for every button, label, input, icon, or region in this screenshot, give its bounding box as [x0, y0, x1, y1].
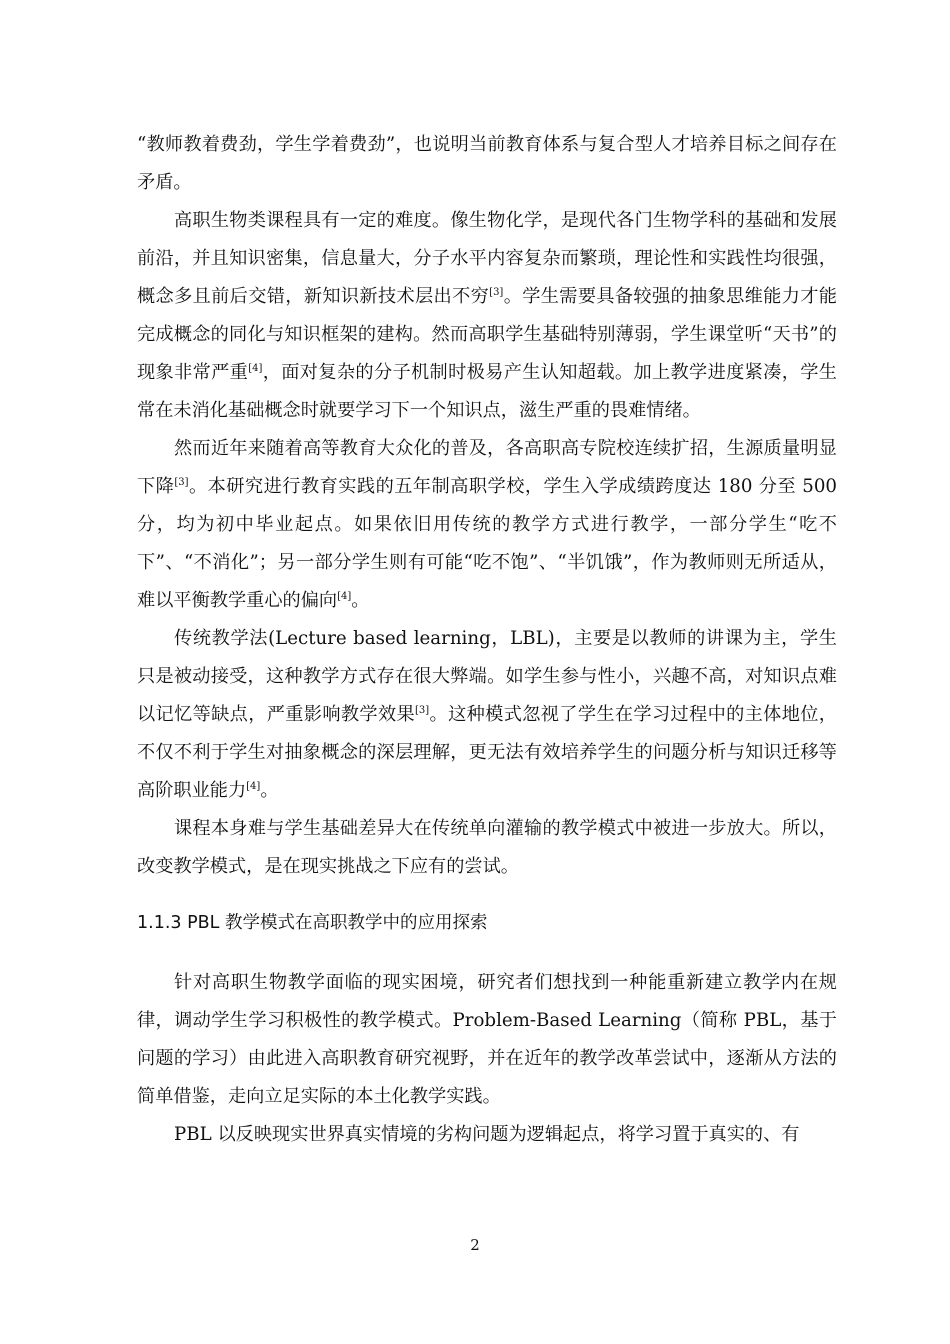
- section-heading: 1.1.3 PBL 教学模式在高职教学中的应用探索: [137, 913, 488, 933]
- paragraph-text: 然而近年来随着高等教育大众化的普及，各高职高专院校连续扩招，生源质量明显下降: [137, 438, 837, 497]
- paragraph-text: 。学生需要具备较强的抽象思维能力才能完成概念的同化与知识框架的建构。然而高职学生基础特别薄弱，学生课堂听“天书”的现象非常严重: [137, 286, 837, 383]
- citation-marker: [3]: [415, 705, 430, 716]
- citation-marker: [4]: [248, 363, 263, 374]
- paragraph-text: 。这种模式忽视了学生在学习过程中的主体地位，不仅不利于学生对抽象概念的深层理解，更无法有效培养学生的问题分析与知识迁移等高阶职业能力: [137, 704, 837, 801]
- citation-marker: [4]: [246, 781, 261, 792]
- body-text-section-2: [137, 964, 837, 1154]
- body-text-section: [137, 126, 837, 886]
- paragraph-text: “教师教着费劲，学生学着费劲”，也说明当前教育体系与复合型人才培养目标之间存在矛盾。: [137, 134, 837, 193]
- citation-marker: [3]: [489, 287, 504, 298]
- paragraph: [137, 620, 837, 810]
- citation-marker: [3]: [174, 477, 189, 488]
- paragraph: [137, 964, 837, 1116]
- citation-marker: [4]: [337, 591, 352, 602]
- paragraph-text: ，面对复杂的分子机制时极易产生认知超载。加上教学进度紧凑，学生常在未消化基础概念时就要学习下一个知识点，滋生严重的畏难情绪。: [137, 362, 837, 421]
- paragraph-text: 课程本身难与学生基础差异大在传统单向灌输的教学模式中被进一步放大。所以，改变教学模式，是在现实挑战之下应有的尝试。: [137, 818, 837, 877]
- paragraph: [137, 202, 837, 430]
- document-page: [137, 126, 837, 1154]
- paragraph: [137, 430, 837, 620]
- paragraph-text: 。: [260, 780, 279, 801]
- paragraph: [137, 810, 837, 886]
- paragraph-text: 高职生物类课程具有一定的难度。像生物化学，是现代各门生物学科的基础和发展前沿，并且知识密集，信息量大，分子水平内容复杂而繁琐，理论性和实践性均很强，概念多且前后交错，新知识新技术层出不穷: [137, 210, 837, 307]
- paragraph-text: 。: [351, 590, 370, 611]
- page-number: 2: [470, 1236, 480, 1254]
- paragraph-text: PBL 以反映现实世界真实情境的劣构问题为逻辑起点，将学习置于真实的、有: [174, 1124, 800, 1145]
- paragraph-text: 。本研究进行教育实践的五年制高职学校，学生入学成绩跨度达 180 分至 500 分，均为初中毕业起点。如果依旧用传统的教学方式进行教学，一部分学生“吃不下”、“不消化”；另一部分学生则有可能“吃不饱”、“半饥饿”，作为教师则无所适从，难以平衡教学重心的偏向: [137, 476, 837, 611]
- paragraph-text: 针对高职生物教学面临的现实困境，研究者们想找到一种能重新建立教学内在规律，调动学生学习积极性的教学模式。Problem-Based Learning（简称 PBL，基于问题的学习）由此进入高职教育研究视野，并在近年的教学改革尝试中，逐渐从方法的简单借鉴，走向立足实际的本土化教学实践。: [137, 972, 837, 1107]
- paragraph-text: 传统教学法(Lecture based learning，LBL)，主要是以教师的讲课为主，学生只是被动接受，这种教学方式存在很大弊端。如学生参与性小，兴趣不高，对知识点难以记忆等缺点，严重影响教学效果: [137, 628, 837, 725]
- paragraph: [137, 1116, 837, 1154]
- paragraph: [137, 126, 837, 202]
